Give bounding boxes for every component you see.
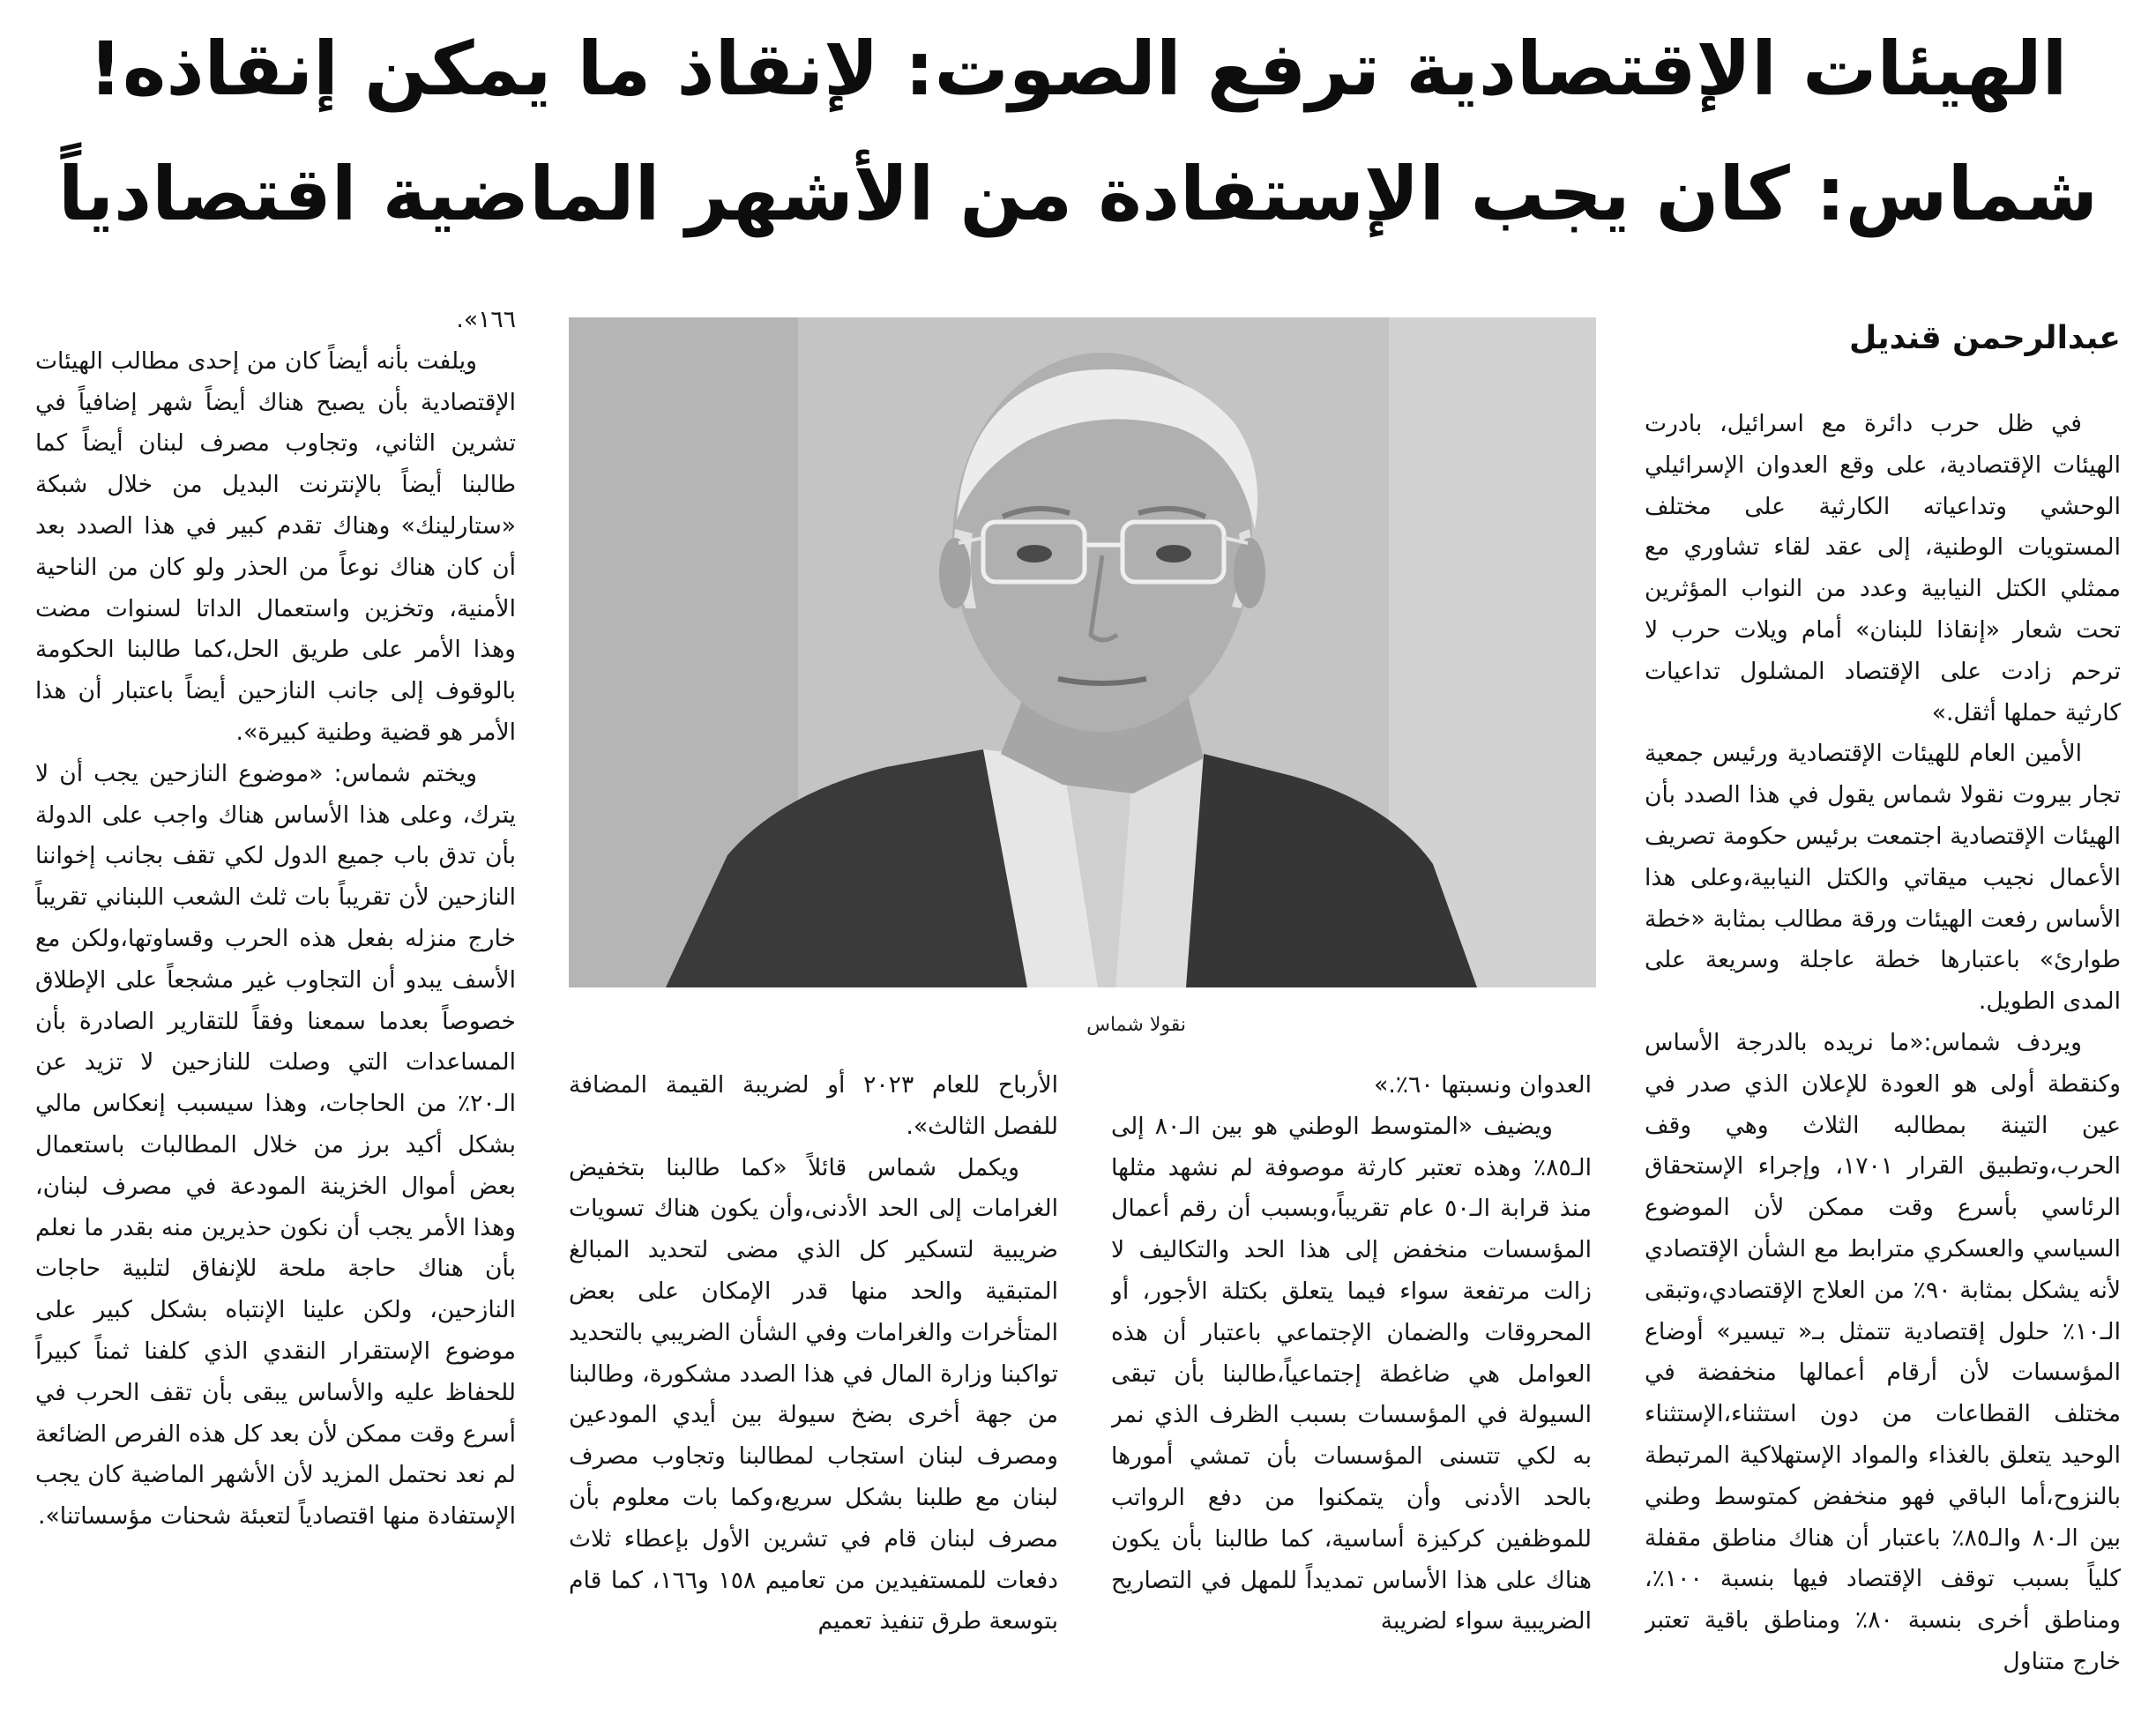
- paragraph: ويختم شماس: «موضوع النازحين يجب أن لا يترك، وعلى هذا الأساس هناك واجب على الدولة بأن تدق باب جميع الدول لكي تقف بجانب إخواننا النازحين لأن تقريباً بات ثلث الشعب اللبناني تقريباً خارج منزله بفعل هذه الحرب وقساوتها،ولكن مع الأسف يبدو أن التجاوب غير مشجعاً على الإطلاق خصوصاً بعدما سمعنا وفقاً للتقارير الصادرة بأن المساعدات التي وصلت للنازحين لا تزيد عن الـ٢٠٪ من الحاجات، وهذا سيسبب إنعكاس مالي بشكل أكيد برز من خلال المطالبات باستعمال بعض أموال الخزينة المودعة في مصرف لبنان، وهذا الأمر يجب أن نكون حذيرين منه بقدر ما نعلم بأن هناك حاجة ملحة للإنفاق لتلبية حاجات النازحين، ولكن علينا الإنتباه بشكل كبير على موضوع الإستقرار النقدي الذي كلفنا ثمناً كبيراً للحفاظ عليه والأساس يبقى بأن تقف الحرب في أسرع وقت ممكن لأن بعد كل هذه الفرص الضائعة لم نعد نحتمل المزيد لأن الأشهر الماضية كان يجب الإستفادة منها اقتصادياً لتعبئة شحنات مؤسساتنا».: [35, 759, 516, 1531]
- photo-caption: نقولا شماس: [1086, 1014, 1186, 1036]
- paragraph: ١٦٦».: [456, 306, 516, 333]
- article-column-1: [1645, 404, 2121, 1700]
- article-column-2: [1111, 1065, 1592, 1700]
- paragraph: الأرباح للعام ٢٠٢٣ أو لضريبة القيمة المضافة للفصل الثالث».: [569, 1071, 1058, 1140]
- paragraph: الأمين العام للهيئات الإقتصادية ورئيس جمعية تجار بيروت نقولا شماس يقول في هذا الصدد بأن الهيئات الإقتصادية اجتمعت برئيس حكومة تصريف الأعمال نجيب ميقاتي والكتل النيابية،وعلى هذا الأساس رفعت الهيئات ورقة مطالب بمثابة «خطة طوارئ» باعتبارها خطة عاجلة وسريعة على المدى الطويل.: [1645, 740, 2121, 1016]
- article-column-3: [569, 1065, 1058, 1700]
- paragraph: العدوان ونسبتها ٦٠٪.»: [1374, 1071, 1592, 1099]
- byline: عبدالرحمن قنديل: [1848, 320, 2121, 356]
- paragraph: ويضيف «المتوسط الوطني هو بين الـ٨٠ إلى الـ٨٥٪ وهذه تعتبر كارثة موصوفة لم نشهد مثلها منذ قرابة الـ٥٠ عام تقريباً،وبسبب أن رقم أعمال المؤسسات منخفض إلى هذا الحد والتكاليف لا زالت مرتفعة سواء فيما يتعلق بكتلة الأجور، أو المحروقات والضمان الإجتماعي باعتبار أن هذه العوامل هي ضاغطة إجتماعياً،طالبنا بأن تبقى السيولة في المؤسسات بسبب الظرف الذي نمر به لكي تتسنى المؤسسات بأن تمشي أمورها بالحد الأدنى وأن يتمكنوا من دفع الرواتب للموظفين كركيزة أساسية، كما طالبنا بأن يكون هناك على هذا الأساس تمديداً للمهل في التصاريح الضريبية سواء لضريبة: [1111, 1112, 1592, 1635]
- headline-line-2: شماس: كان يجب الإستفادة من الأشهر الماضية اقتصادياً: [57, 151, 2099, 237]
- portrait-photo-illustration: [569, 317, 1596, 987]
- article-column-4: [35, 300, 516, 1700]
- headline-line-1: الهيئات الإقتصادية ترفع الصوت: لإنقاذ ما يمكن إنقاذه!: [88, 26, 2068, 112]
- paragraph: في ظل حرب دائرة مع اسرائيل، بادرت الهيئات الإقتصادية، على وقع العدوان الإسرائيلي الوحشي وتداعياته الكارثية على مختلف المستويات الوطنية، إلى عقد لقاء تشاوري مع ممثلي الكتل النيابية وعدد من النواب المؤثرين تحت شعار «إنقاذا للبنان» أمام ويلات حرب لا ترحم زادت على الإقتصاد المشلول تداعيات كارثية حملها أثقل.»: [1645, 410, 2121, 726]
- paragraph: ويردف شماس:«ما نريده بالدرجة الأساس وكنقطة أولى هو العودة للإعلان الذي صدر في عين التينة بمطالبه الثلاث وهي وقف الحرب،وتطبيق القرار ١٧٠١، وإجراء الإستحقاق الرئاسي بأسرع وقت ممكن لأن الموضوع السياسي والعسكري مترابط مع الشأن الإقتصادي لأنه يشكل بمثابة ٩٠٪ من العلاج الإقتصادي،وتبقى الـ١٠٪ حلول إقتصادية تتمثل بـ« تيسير» أوضاع المؤسسات لأن أرقام أعمالها منخفضة في مختلف القطاعات من دون استثناء،الإستثناء الوحيد يتعلق بالغذاء والمواد الإستهلاكية المرتبطة بالنزوح،أما الباقي فهو منخفض كمتوسط وطني بين الـ٨٠ والـ٨٥٪ باعتبار أن هناك مناطق مقفلة كلياً بسبب توقف الإقتصاد فيها بنسبة ١٠٠٪، ومناطق أخرى بنسبة ٨٠٪ ومناطق باقية تعتبر خارج متناول: [1645, 1028, 2121, 1675]
- paragraph: ويلفت بأنه أيضاً كان من إحدى مطالب الهيئات الإقتصادية بأن يصبح هناك أيضاً شهر إضافياً في تشرين الثاني، وتجاوب مصرف لبنان أيضاً كما طالبنا أيضاً بالإنترنت البديل من خلال شبكة «ستارلينك» وهناك تقدم كبير في هذا الصدد بعد أن كان هناك نوعاً من الحذر ولو كان من الناحية الأمنية، وتخزين واستعمال الداتا لسنوات مضت وهذا الأمر على طريق الحل،كما طالبنا الحكومة بالوقوف إلى جانب النازحين أيضاً باعتبار أن هذا الأمر هو قضية وطنية كبيرة».: [35, 346, 516, 746]
- portrait-photo: [569, 317, 1596, 987]
- paragraph: ويكمل شماس قائلاً «كما طالبنا بتخفيض الغرامات إلى الحد الأدنى،وأن يكون هناك تسويات ضريبية لتسكير كل الذي مضى لتحديد المبالغ المتبقية والحد منها قدر الإمكان على بعض المتأخرات والغرامات وفي الشأن الضريبي بالتحديد تواكبنا وزارة المال في هذا الصدد مشكورة، وطالبنا من جهة أخرى بضخ سيولة بين أيدي المودعين ومصرف لبنان استجاب لمطالبنا وتجاوب مصرف لبنان مع طلبنا بشكل سريع،وكما بات معلوم بأن مصرف لبنان قام في تشرين الأول بإعطاء ثلاث دفعات للمستفيدين من تعاميم ١٥٨ و١٦٦، كما قام بتوسعة طرق تنفيذ تعميم: [569, 1153, 1058, 1635]
